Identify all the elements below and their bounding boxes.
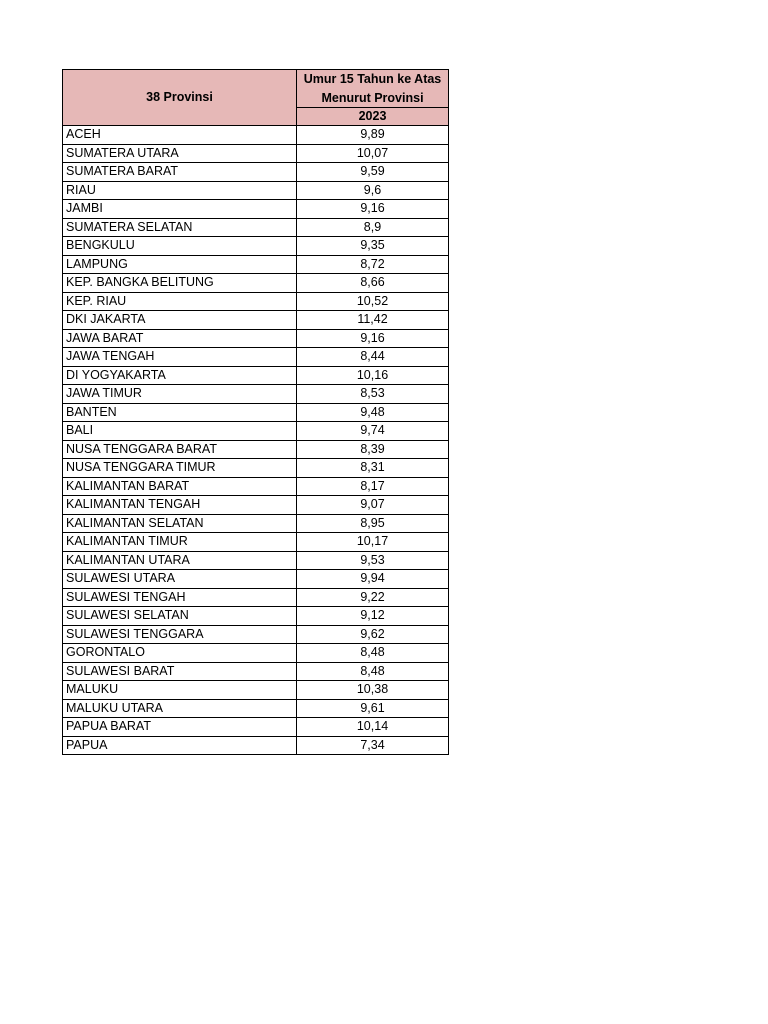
province-value-cell: 9,07: [297, 496, 449, 515]
table-row: [63, 274, 449, 293]
province-name-cell: DI YOGYAKARTA: [63, 366, 297, 385]
table-row: [63, 237, 449, 256]
province-value-cell: 8,17: [297, 477, 449, 496]
province-value-cell: 9,22: [297, 588, 449, 607]
table-row: [63, 255, 449, 274]
table-row: [63, 533, 449, 552]
table-row: [63, 163, 449, 182]
province-value-cell: 10,07: [297, 144, 449, 163]
province-name-cell: SULAWESI TENGAH: [63, 588, 297, 607]
province-value-cell: 9,16: [297, 200, 449, 219]
table-row: [63, 366, 449, 385]
province-value-cell: 9,59: [297, 163, 449, 182]
table-row: [63, 144, 449, 163]
province-name-cell: KEP. BANGKA BELITUNG: [63, 274, 297, 293]
table-row: [63, 348, 449, 367]
province-value-cell: 9,89: [297, 126, 449, 145]
table-row: [63, 477, 449, 496]
header-row: [63, 70, 449, 108]
province-value-cell: 9,94: [297, 570, 449, 589]
province-value-cell: 8,39: [297, 440, 449, 459]
province-name-cell: SULAWESI UTARA: [63, 570, 297, 589]
province-name-cell: RIAU: [63, 181, 297, 200]
table-row: [63, 718, 449, 737]
province-name-cell: JAWA TIMUR: [63, 385, 297, 404]
table-row: [63, 607, 449, 626]
table-row: [63, 311, 449, 330]
table-row: [63, 126, 449, 145]
province-value-cell: 10,14: [297, 718, 449, 737]
province-value-cell: 9,6: [297, 181, 449, 200]
table-row: [63, 736, 449, 755]
province-name-cell: NUSA TENGGARA BARAT: [63, 440, 297, 459]
province-value-cell: 8,95: [297, 514, 449, 533]
province-value-cell: 10,52: [297, 292, 449, 311]
province-name-cell: KALIMANTAN UTARA: [63, 551, 297, 570]
table-row: [63, 329, 449, 348]
province-name-cell: BENGKULU: [63, 237, 297, 256]
province-name-cell: SULAWESI BARAT: [63, 662, 297, 681]
province-name-cell: DKI JAKARTA: [63, 311, 297, 330]
province-name-cell: LAMPUNG: [63, 255, 297, 274]
province-value-cell: 8,31: [297, 459, 449, 478]
table-header: [63, 70, 449, 126]
province-name-cell: SULAWESI TENGGARA: [63, 625, 297, 644]
province-value-cell: 8,66: [297, 274, 449, 293]
province-data-table: [62, 69, 449, 755]
table-row: [63, 662, 449, 681]
province-value-cell: 8,72: [297, 255, 449, 274]
province-name-cell: BALI: [63, 422, 297, 441]
province-name-cell: SULAWESI SELATAN: [63, 607, 297, 626]
province-name-cell: BANTEN: [63, 403, 297, 422]
table-row: [63, 570, 449, 589]
table-row: [63, 422, 449, 441]
table-row: [63, 459, 449, 478]
province-value-cell: 8,44: [297, 348, 449, 367]
table-row: [63, 496, 449, 515]
province-name-cell: SUMATERA BARAT: [63, 163, 297, 182]
year-column-header: 2023: [297, 108, 449, 126]
table-row: [63, 514, 449, 533]
province-value-cell: 10,38: [297, 681, 449, 700]
table-row: [63, 625, 449, 644]
province-value-cell: 9,74: [297, 422, 449, 441]
province-value-cell: 10,17: [297, 533, 449, 552]
province-name-cell: SUMATERA SELATAN: [63, 218, 297, 237]
province-name-cell: MALUKU: [63, 681, 297, 700]
province-name-cell: MALUKU UTARA: [63, 699, 297, 718]
table-row: [63, 440, 449, 459]
table-row: [63, 292, 449, 311]
province-value-cell: 8,48: [297, 662, 449, 681]
province-value-cell: 10,16: [297, 366, 449, 385]
province-name-cell: JAMBI: [63, 200, 297, 219]
province-name-cell: JAWA BARAT: [63, 329, 297, 348]
table-row: [63, 644, 449, 663]
table-row: [63, 551, 449, 570]
province-name-cell: GORONTALO: [63, 644, 297, 663]
province-name-cell: PAPUA: [63, 736, 297, 755]
table-body: [63, 126, 449, 755]
province-value-cell: 9,48: [297, 403, 449, 422]
province-name-cell: SUMATERA UTARA: [63, 144, 297, 163]
table-row: [63, 385, 449, 404]
province-name-cell: NUSA TENGGARA TIMUR: [63, 459, 297, 478]
province-value-cell: 11,42: [297, 311, 449, 330]
table-row: [63, 218, 449, 237]
province-value-cell: 8,9: [297, 218, 449, 237]
province-value-cell: 9,62: [297, 625, 449, 644]
table-row: [63, 181, 449, 200]
table-row: [63, 588, 449, 607]
province-value-cell: 9,35: [297, 237, 449, 256]
metric-column-header: Umur 15 Tahun ke Atas Menurut Provinsi: [297, 70, 449, 108]
province-value-cell: 9,12: [297, 607, 449, 626]
table-row: [63, 403, 449, 422]
province-value-cell: 9,61: [297, 699, 449, 718]
province-name-cell: KALIMANTAN BARAT: [63, 477, 297, 496]
province-value-cell: 9,16: [297, 329, 449, 348]
province-name-cell: KALIMANTAN SELATAN: [63, 514, 297, 533]
table-row: [63, 699, 449, 718]
province-name-cell: ACEH: [63, 126, 297, 145]
province-value-cell: 8,53: [297, 385, 449, 404]
province-column-header: 38 Provinsi: [63, 70, 297, 126]
table-row: [63, 200, 449, 219]
province-name-cell: KALIMANTAN TENGAH: [63, 496, 297, 515]
province-value-cell: 8,48: [297, 644, 449, 663]
province-value-cell: 9,53: [297, 551, 449, 570]
table-row: [63, 681, 449, 700]
province-name-cell: PAPUA BARAT: [63, 718, 297, 737]
province-name-cell: KALIMANTAN TIMUR: [63, 533, 297, 552]
province-name-cell: JAWA TENGAH: [63, 348, 297, 367]
province-value-cell: 7,34: [297, 736, 449, 755]
province-name-cell: KEP. RIAU: [63, 292, 297, 311]
